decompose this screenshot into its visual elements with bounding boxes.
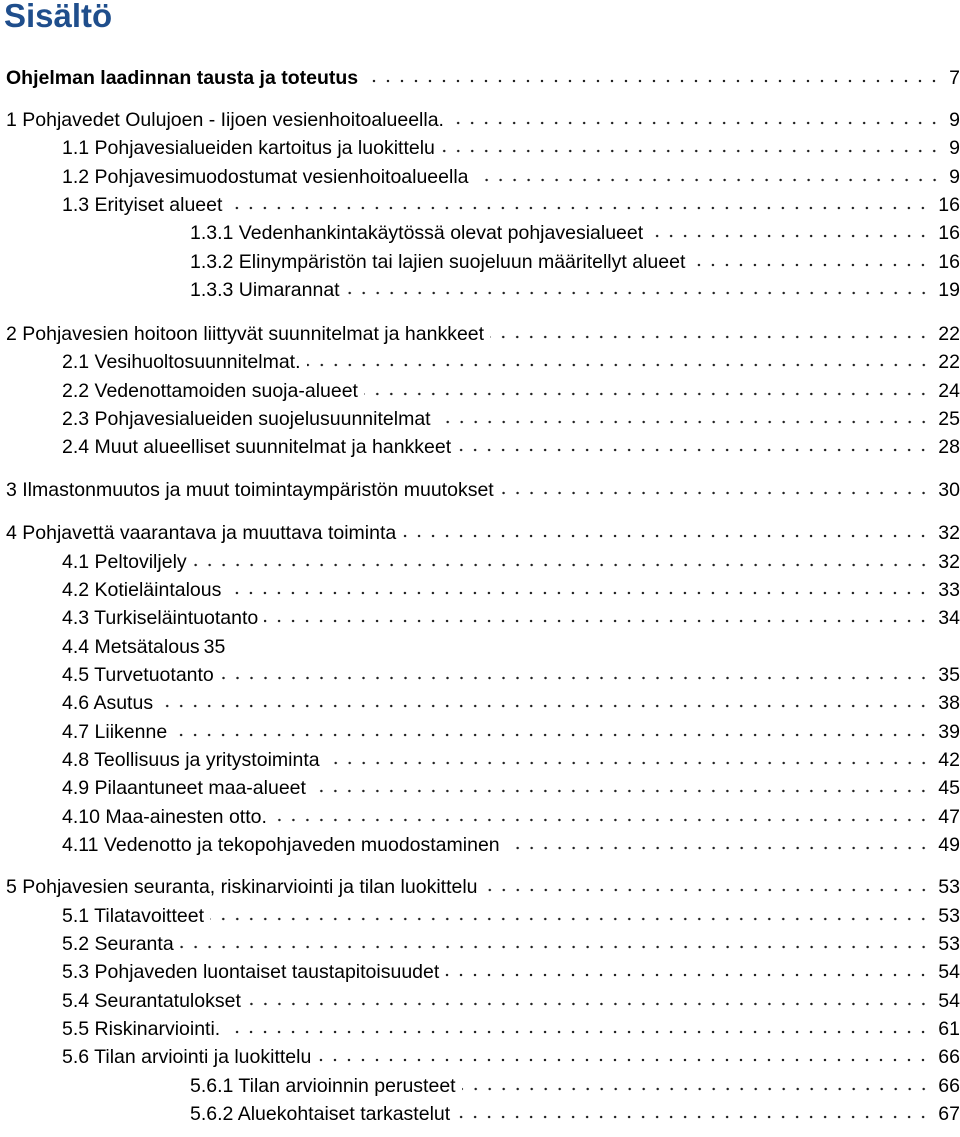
toc-entry-label: 4.10 Maa-ainesten otto.	[62, 804, 271, 830]
toc-entry-page-number: 22	[938, 351, 960, 373]
toc-entry[interactable]	[0, 520, 960, 546]
dot-leader	[445, 973, 930, 977]
dot-leader	[180, 945, 931, 949]
dot-leader	[173, 733, 930, 737]
toc-entry-page-number: 9	[949, 137, 960, 159]
toc-entry-page-number: 54	[938, 990, 960, 1012]
toc-entry-label: 3 Ilmastonmuutos ja muut toimintaympäristön muutokset	[6, 477, 498, 503]
toc-entry-page-number: 35	[938, 664, 960, 686]
dot-leader	[441, 149, 941, 153]
dot-leader	[484, 888, 931, 892]
dot-leader	[649, 234, 930, 238]
toc-entry-page-number: 34	[938, 607, 960, 629]
toc-entry-page-number: 53	[938, 876, 960, 898]
toc-entry-label: 4.7 Liikenne	[62, 719, 171, 745]
toc-entry-label: 4.8 Teollisuus ja yritystoiminta	[62, 747, 324, 773]
toc-entry-label: 5.4 Seurantatulokset	[62, 988, 245, 1014]
toc-entry[interactable]	[0, 321, 960, 347]
toc-entry-page-number: 45	[938, 777, 960, 799]
toc-entry-label: 4.3 Turkiseläintuotanto	[62, 605, 262, 631]
toc-entry-label: 1.3.1 Vedenhankintakäytössä olevat pohjavesialueet	[190, 220, 647, 246]
dot-leader	[159, 704, 930, 708]
toc-entry-label: 4.2 Kotieläintalous	[62, 577, 225, 603]
dot-leader	[346, 291, 931, 295]
toc-entry-label: 1.3.3 Uimarannat	[190, 277, 344, 303]
toc-entry-page-number: 19	[938, 279, 960, 301]
toc-entry-label: 5.6.1 Tilan arvioinnin perusteet	[190, 1073, 460, 1099]
toc-entry-label: 5 Pohjavesien seuranta, riskinarviointi ja tilan luokittelu	[6, 874, 482, 900]
toc-entry-label: 4.5 Turvetuotanto	[62, 662, 218, 688]
toc-entry[interactable]	[0, 434, 960, 460]
toc-entry-page-number: 35	[203, 636, 226, 658]
dot-leader	[227, 591, 930, 595]
toc-entry-page-number: 25	[938, 408, 960, 430]
toc-entry-page-number: 24	[938, 380, 960, 402]
toc-entry-page-number: 28	[938, 436, 960, 458]
dot-leader	[247, 1002, 930, 1006]
toc-entry-label: 5.6.2 Aluekohtaiset tarkastelut	[190, 1101, 454, 1127]
toc-entry-page-number: 53	[938, 933, 960, 955]
toc-entry-label: 2.1 Vesihuoltosuunnitelmat.	[62, 349, 305, 375]
dot-leader	[220, 676, 931, 680]
dot-leader	[193, 563, 931, 567]
toc-entry-page-number: 16	[938, 194, 960, 216]
dot-leader	[264, 619, 930, 623]
toc-entry-label: 1.3.2 Elinympäristön tai lajien suojeluun määritellyt alueet	[190, 249, 689, 275]
toc-entry-label: Ohjelman laadinnan tausta ja toteutus	[6, 65, 362, 91]
dot-leader	[691, 263, 930, 267]
toc-entry-label: 5.6 Tilan arviointi ja luokittelu	[62, 1044, 315, 1070]
toc-entry-page-number: 66	[938, 1075, 960, 1097]
toc-entry-page-number: 54	[938, 961, 960, 983]
toc-entry-label: 4.1 Peltoviljely	[62, 549, 191, 575]
toc-entry[interactable]	[0, 135, 960, 161]
toc-entry[interactable]	[0, 874, 960, 900]
toc-entry[interactable]	[0, 549, 960, 575]
toc-entry[interactable]	[0, 662, 960, 688]
dot-leader	[450, 121, 941, 125]
toc-entry-label: 4 Pohjavettä vaarantava ja muuttava toiminta	[6, 520, 400, 546]
toc-entry-page-number: 7	[949, 67, 960, 89]
toc-entry[interactable]	[0, 249, 960, 275]
toc-entry-page-number: 39	[938, 721, 960, 743]
toc-entry-page-number: 22	[938, 323, 960, 345]
dot-leader	[364, 392, 930, 396]
toc-entry-page-number: 38	[938, 692, 960, 714]
toc-entry-label: 1.1 Pohjavesialueiden kartoitus ja luokittelu	[62, 135, 439, 161]
toc-entry[interactable]	[0, 634, 960, 660]
toc-entry-page-number: 32	[938, 522, 960, 544]
dot-leader	[226, 1030, 930, 1034]
dot-leader	[457, 448, 930, 452]
toc-entry[interactable]	[0, 931, 960, 957]
dot-leader	[437, 420, 931, 424]
page-title: Sisältö	[4, 0, 113, 34]
toc-entry[interactable]	[0, 406, 960, 432]
dot-leader	[317, 1058, 930, 1062]
toc-entry[interactable]	[0, 577, 960, 603]
toc-entry-label: 1.3 Erityiset alueet	[62, 192, 226, 218]
toc-entry[interactable]	[0, 1044, 960, 1070]
toc-entry-page-number: 47	[938, 806, 960, 828]
toc-entry[interactable]	[0, 164, 960, 190]
toc-entry[interactable]	[0, 804, 960, 830]
toc-entry-page-number: 16	[938, 251, 960, 273]
toc-entry[interactable]	[0, 349, 960, 375]
dot-leader	[402, 534, 930, 538]
toc-entry-page-number: 33	[938, 579, 960, 601]
toc-entry[interactable]	[0, 903, 960, 929]
toc-entry[interactable]	[0, 747, 960, 773]
toc-entry-label: 4.11 Vedenotto ja tekopohjaveden muodostaminen	[62, 832, 504, 858]
toc-entry-label: 5.1 Tilatavoitteet	[62, 903, 208, 929]
toc-entry-page-number: 16	[938, 222, 960, 244]
toc-entry[interactable]	[0, 775, 960, 801]
toc-entry[interactable]	[0, 192, 960, 218]
toc-entry-label: 2 Pohjavesien hoitoon liittyvät suunnitelmat ja hankkeet	[6, 321, 488, 347]
toc-entry-label: 5.3 Pohjaveden luontaiset taustapitoisuudet	[62, 959, 443, 985]
toc-entry-label: 5.5 Riskinarviointi.	[62, 1016, 224, 1042]
dot-leader	[364, 79, 941, 83]
toc-entry[interactable]	[0, 477, 960, 503]
toc-entry-page-number: 42	[938, 749, 960, 771]
toc-entry[interactable]	[0, 832, 960, 858]
toc-entry-label: 2.3 Pohjavesialueiden suojelusuunnitelmat	[62, 406, 435, 432]
toc-entry-label: 1 Pohjavedet Oulujoen - Iijoen vesienhoitoalueella.	[6, 107, 448, 133]
toc-entry-label: 4.4 Metsätalous	[62, 634, 204, 660]
toc-entry[interactable]	[0, 1073, 960, 1099]
dot-leader	[500, 491, 931, 495]
dot-leader	[456, 1115, 930, 1119]
toc-entry[interactable]	[0, 959, 960, 985]
toc-entry-label: 5.2 Seuranta	[62, 931, 178, 957]
dot-leader	[210, 917, 930, 921]
toc-entry[interactable]	[0, 107, 960, 133]
toc-entry-label: 4.9 Pilaantuneet maa-alueet	[62, 775, 310, 801]
toc-entry-page-number: 32	[938, 551, 960, 573]
toc-entry[interactable]	[0, 65, 960, 91]
dot-leader	[475, 178, 942, 182]
toc-entry[interactable]	[0, 719, 960, 745]
toc-entry-page-number: 61	[938, 1018, 960, 1040]
toc-entry-label: 2.2 Vedenottamoiden suoja-alueet	[62, 378, 362, 404]
toc-entry-page-number: 9	[949, 166, 960, 188]
dot-leader	[462, 1087, 931, 1091]
dot-leader	[228, 206, 930, 210]
toc-entry[interactable]	[0, 277, 960, 303]
toc-entry-label: 1.2 Pohjavesimuodostumat vesienhoitoalueella	[62, 164, 473, 190]
toc-entry[interactable]	[0, 988, 960, 1014]
toc-entry[interactable]	[0, 1101, 960, 1127]
toc-entry[interactable]	[0, 1016, 960, 1042]
dot-leader	[312, 789, 930, 793]
dot-leader	[506, 846, 931, 850]
toc-entry-page-number: 49	[938, 834, 960, 856]
dot-leader	[273, 818, 930, 822]
dot-leader	[307, 363, 931, 367]
toc-entry[interactable]	[0, 690, 960, 716]
dot-leader	[490, 335, 930, 339]
toc-entry[interactable]	[0, 378, 960, 404]
toc-entry[interactable]	[0, 220, 960, 246]
toc-entry-label: 2.4 Muut alueelliset suunnitelmat ja hankkeet	[62, 434, 455, 460]
toc-entry-page-number: 9	[949, 109, 960, 131]
dot-leader	[326, 761, 931, 765]
toc-entry-page-number: 66	[938, 1046, 960, 1068]
toc-entry-page-number: 67	[938, 1103, 960, 1125]
toc-entry-page-number: 30	[938, 479, 960, 501]
toc-entry-label: 4.6 Asutus	[62, 690, 157, 716]
toc-entry[interactable]	[0, 605, 960, 631]
toc-entry-page-number: 53	[938, 905, 960, 927]
